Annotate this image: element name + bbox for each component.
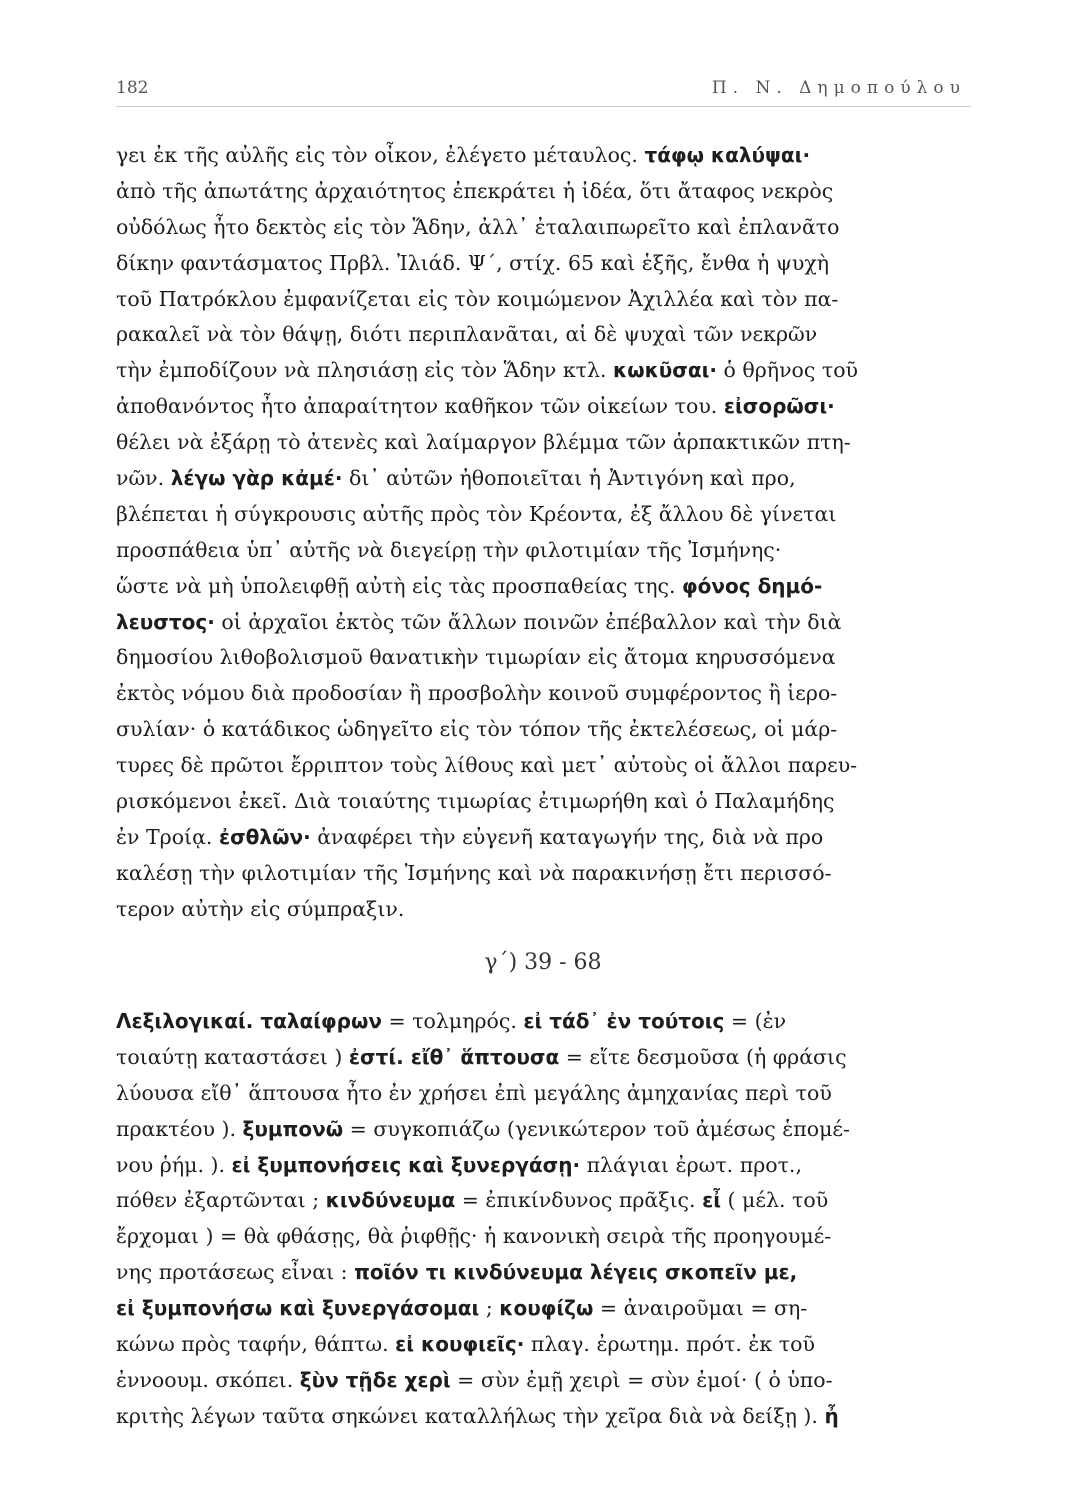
text-line <box>116 1399 961 1435</box>
text-run: = τολμηρός. <box>382 1009 524 1033</box>
text-run: κώνω πρὸς ταφήν, θάπτω. <box>116 1332 396 1357</box>
lemma: εἰ τάδ᾽ ἐν τούτοις <box>523 1009 725 1033</box>
text-run: τὴν ἐμποδίζουν νὰ πλησιάσῃ εἰς τὸν Ἅδην κτλ. <box>116 358 613 383</box>
text-line <box>116 425 961 461</box>
text-run: οἱ ἀρχαῖοι ἐκτὸς τῶν ἄλλων ποινῶν ἐπέβαλλον καὶ τὴν διὰ <box>214 609 842 634</box>
text-run: ὥστε νὰ μὴ ὑπολειφθῇ αὐτὴ εἰς τὰς προσπαθείας της. <box>116 573 682 598</box>
text-run: τερον αὐτὴν εἰς σύμπραξιν. <box>116 896 405 921</box>
text-run: κριτὴς λέγων ταῦτα σηκώνει καταλλήλως τὴν χεῖρα διὰ νὰ δείξῃ ). <box>116 1403 825 1428</box>
lemma: ποῖόν τι κινδύνευμα λέγεις σκοπεῖν με, <box>354 1260 798 1285</box>
text-run: ( μέλ. τοῦ <box>721 1188 829 1213</box>
text-line <box>116 569 961 605</box>
text-run: λύουσα εἴθ᾽ ἅπτουσα ἦτο ἐν χρήσει ἐπὶ μεγάλης ἀμηχανίας περὶ τοῦ <box>116 1080 832 1105</box>
lemma: τάφῳ καλύψαι· <box>644 143 811 167</box>
text-run: θέλει νὰ ἐξάρῃ τὸ ἀτενὲς καὶ λαίμαργον βλέμμα τῶν ἁρπακτικῶν πτη- <box>116 430 851 455</box>
header-rule <box>116 106 971 107</box>
text-line <box>116 856 961 892</box>
text-run: οὐδόλως ἦτο δεκτὸς εἰς τὸν Ἅδην, ἀλλ᾽ ἐταλαιπωρεῖτο καὶ ἐπλανᾶτο <box>116 214 840 239</box>
text-run: ἔρχομαι ) = θὰ φθάσῃς, θὰ ῥιφθῇς· ἡ κανονικὴ σειρὰ τῆς προηγουμέ- <box>116 1224 832 1249</box>
text-line <box>116 282 961 318</box>
commentary-paragraph-2 <box>116 1004 961 1435</box>
text-run: = συγκοπιάζω (γενικώτερον τοῦ ἀμέσως ἑπομέ- <box>343 1116 850 1141</box>
lemma: εἰ ξυμπονήσεις καὶ ξυνεργάσῃ· <box>231 1152 581 1177</box>
lemma: εἰ κουφιεῖς· <box>395 1332 525 1357</box>
page-header <box>116 78 966 104</box>
text-run: = ἀναιροῦμαι = ση- <box>593 1296 808 1321</box>
text-run: νης προτάσεως εἶναι : <box>116 1260 355 1285</box>
text-line <box>116 210 961 246</box>
text-line <box>116 676 961 712</box>
text-line <box>116 533 961 569</box>
text-line <box>116 1291 961 1327</box>
text-line <box>116 748 961 784</box>
text-line <box>116 1040 961 1076</box>
text-line <box>116 497 961 533</box>
text-run: πλαγ. ἐρωτημ. πρότ. ἐκ τοῦ <box>524 1332 815 1357</box>
text-line <box>116 1076 961 1112</box>
text-line <box>116 605 961 641</box>
lemma: κωκῦσαι· <box>613 358 718 383</box>
text-run: δι᾽ αὐτῶν ἠθοποιεῖται ἡ Ἀντιγόνη καὶ προ, <box>342 466 796 491</box>
lemma: λευστος· <box>116 609 215 634</box>
text-line <box>116 712 961 748</box>
lemma: ἐστί. εἴθ᾽ ἅπτουσα <box>348 1044 560 1069</box>
text-run: ρακαλεῖ νὰ τὸν θάψῃ, διότι περιπλανᾶται, αἱ δὲ ψυχαὶ τῶν νεκρῶν <box>116 322 818 347</box>
lemma: ἐσθλῶν· <box>218 824 311 849</box>
lemma: κινδύνευμα <box>325 1188 456 1213</box>
text-line <box>116 1112 961 1148</box>
text-line <box>116 174 961 210</box>
text-line <box>116 1255 961 1291</box>
text-run: καλέσῃ τὴν φιλοτιμίαν τῆς Ἰσμήνης καὶ νὰ παρακινήσῃ ἔτι περισσό- <box>116 860 832 885</box>
text-line <box>116 1363 961 1399</box>
text-run: ὁ θρῆνος τοῦ <box>717 358 859 383</box>
text-line <box>116 246 961 282</box>
text-run: βλέπεται ἡ σύγκρουσις αὐτῆς πρὸς τὸν Κρέοντα, ἐξ ἄλλου δὲ γίνεται <box>116 501 837 526</box>
lemma: εἶ <box>702 1188 722 1213</box>
lemma: φόνος δημό- <box>682 573 823 598</box>
text-run: ἀποθανόντος ἦτο ἀπαραίτητον καθῆκον τῶν οἰκείων του. <box>116 394 724 419</box>
text-run: ; <box>479 1296 500 1321</box>
text-run: δημοσίου λιθοβολισμοῦ θανατικὴν τιμωρίαν εἰς ἄτομα κηρυσσόμενα <box>116 645 836 670</box>
text-run: τοῦ Πατρόκλου ἐμφανίζεται εἰς τὸν κοιμώμενον Ἀχιλλέα καὶ τὸν πα- <box>116 286 839 311</box>
text-run: πόθεν ἐξαρτῶνται ; <box>116 1188 326 1213</box>
running-head: Π. Ν. Δημοπούλου <box>711 78 966 98</box>
text-line <box>116 820 961 856</box>
text-run: ἐννοουμ. σκόπει. <box>116 1367 300 1392</box>
lemma: ξὺν τῇδε χερὶ <box>299 1367 451 1392</box>
text-run: ἀπὸ τῆς ἀπωτάτης ἀρχαιότητος ἐπεκράτει ἡ ἰδέα, ὅτι ἄταφος νεκρὸς <box>116 178 834 203</box>
text-run: πρακτέου ). <box>116 1116 243 1141</box>
text-run: συλίαν· ὁ κατάδικος ὡδηγεῖτο εἰς τὸν τόπον τῆς ἐκτελέσεως, οἱ μάρ- <box>116 717 838 742</box>
lemma: εἰσορῶσι· <box>723 394 835 419</box>
text-line <box>116 784 961 820</box>
page-number: 182 <box>116 78 149 98</box>
text-run: ἀναφέρει τὴν εὐγενῆ καταγωγήν της, διὰ νὰ προ <box>310 824 824 849</box>
lemma: Λεξιλογικαί. ταλαίφρων <box>116 1009 382 1033</box>
text-run: = ἐπικίνδυνος πρᾶξις. <box>455 1188 703 1213</box>
text-line <box>116 1219 961 1255</box>
lemma: ἦ <box>824 1403 839 1428</box>
text-run: τοιαύτῃ καταστάσει ) <box>116 1044 349 1069</box>
lemma: λέγω γὰρ κἀμέ· <box>170 466 343 491</box>
text-run: = (ἐν <box>724 1009 787 1033</box>
commentary-paragraph-1 <box>116 138 961 928</box>
text-run: = σὺν ἐμῇ χειρὶ = σὺν ἐμοί· ( ὁ ὑπο- <box>450 1367 833 1392</box>
text-line <box>116 892 961 928</box>
text-line <box>116 640 961 676</box>
text-run: δίκην φαντάσματος Πρβλ. Ἰλιάδ. Ψ΄, στίχ. 65 καὶ ἑξῆς, ἔνθα ἡ ψυχὴ <box>116 250 830 275</box>
text-run: ρισκόμενοι ἐκεῖ. Διὰ τοιαύτης τιμωρίας ἐτιμωρήθη καὶ ὁ Παλαμήδης <box>116 789 835 814</box>
text-line <box>116 1327 961 1363</box>
text-line <box>116 1183 961 1219</box>
lemma: ξυμπονῶ <box>242 1116 344 1141</box>
text-run: προσπάθεια ὑπ᾽ αὐτῆς νὰ διεγείρῃ τὴν φιλοτιμίαν τῆς Ἰσμήνης· <box>116 537 782 562</box>
text-run: γει ἐκ τῆς αὐλῆς εἰς τὸν οἶκον, ἐλέγετο μέταυλος. <box>116 143 645 167</box>
text-run: ἐκτὸς νόμου διὰ προδοσίαν ἢ προσβολὴν κοινοῦ συμφέροντος ἢ ἱερο- <box>116 681 838 706</box>
text-run: = εἴτε δεσμοῦσα (ἡ φράσις <box>559 1044 847 1069</box>
text-line <box>116 389 961 425</box>
text-line <box>116 1148 961 1184</box>
text-run: νου ῥήμ. ). <box>116 1152 232 1177</box>
text-run: νῶν. <box>116 466 171 491</box>
text-line <box>116 138 961 174</box>
text-line <box>116 353 961 389</box>
text-run: τυρες δὲ πρῶτοι ἔρριπτον τοὺς λίθους καὶ μετ᾽ αὐτοὺς οἱ ἄλλοι παρευ- <box>116 753 858 778</box>
text-line <box>116 1004 961 1040</box>
lemma: εἰ ξυμπονήσω καὶ ξυνεργάσομαι <box>116 1296 480 1321</box>
lemma: κουφίζω <box>499 1296 594 1321</box>
text-line <box>116 461 961 497</box>
text-run: πλάγιαι ἐρωτ. προτ., <box>580 1152 802 1177</box>
section-heading: γ΄) 39 - 68 <box>484 950 602 975</box>
text-run: ἐν Τροίᾳ. <box>116 824 219 849</box>
text-line <box>116 317 961 353</box>
